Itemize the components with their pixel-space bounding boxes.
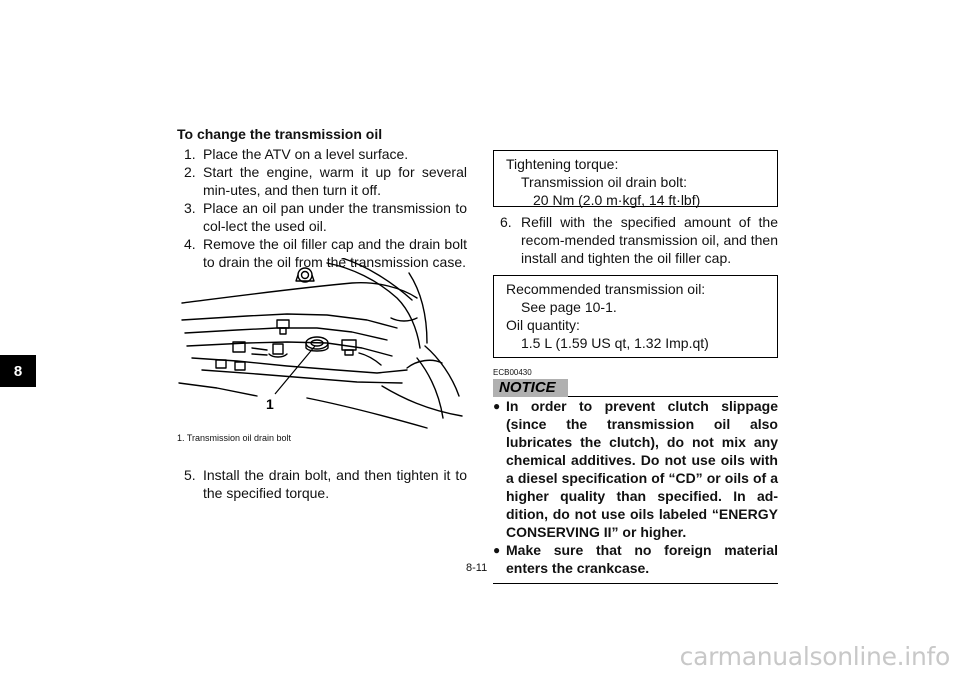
step-text: Place an oil pan under the transmission to col-lect the used oil.	[203, 200, 467, 234]
instruction-step-6	[493, 213, 778, 267]
notice-body	[493, 397, 778, 577]
spec-value: 1.5 L (1.59 US qt, 1.32 Imp.qt)	[521, 335, 709, 351]
step-text: Place the ATV on a level surface.	[203, 146, 409, 162]
step-list	[177, 145, 467, 271]
instructions-right	[493, 150, 778, 584]
list-item	[177, 145, 467, 163]
list-item	[177, 163, 467, 199]
step-number: 2.	[184, 164, 196, 180]
instructions-left	[177, 125, 467, 271]
watermark: carmanualsonline.info	[679, 642, 950, 671]
notice-text: In order to prevent clutch slippage (since the transmission oil also lubricates the clutch), do not mix any chemical additives. Do not use oils with a diesel specification of “CD” or oils of a higher quality than specified. In ad-dition, do not use oils labeled “ENERGY CONSERVING II” or higher.	[506, 398, 778, 540]
list-item	[493, 541, 778, 577]
step-text: Install the drain bolt, and then tighten it to the specified torque.	[203, 467, 467, 501]
step-text: Remove the oil filler cap and the drain bolt to drain the oil from the transmission case.	[203, 236, 467, 270]
step-number: 3.	[184, 200, 196, 216]
step-number: 5.	[184, 467, 196, 483]
step-text: Refill with the specified amount of the recom-mended transmission oil, and then install and tighten the oil filler cap.	[521, 214, 778, 266]
notice-code: ECB00430	[493, 368, 532, 377]
spec-label: Oil quantity:	[506, 317, 580, 333]
engine-underside-drawing	[177, 258, 467, 430]
step-number: 1.	[184, 146, 196, 162]
spec-label: Tightening torque:	[506, 156, 619, 172]
step-number: 4.	[184, 236, 196, 252]
spec-label: Recommended transmission oil:	[506, 281, 706, 297]
step-number: 6.	[500, 214, 512, 230]
bullet-icon: ●	[493, 399, 501, 413]
figure-callout: 1	[266, 396, 274, 412]
notice-end-rule	[493, 583, 778, 584]
spec-value: 20 Nm (2.0 m·kgf, 14 ft·lbf)	[533, 192, 701, 208]
spec-value: See page 10-1.	[521, 299, 617, 315]
list-item	[177, 466, 467, 502]
notice-text: Make sure that no foreign material enters the crankcase.	[506, 542, 778, 576]
notice-header	[493, 379, 778, 397]
spec-item: Transmission oil drain bolt:	[521, 174, 687, 190]
notice-label: NOTICE	[493, 379, 568, 397]
list-item	[493, 397, 778, 541]
drain-bolt-illustration	[177, 258, 467, 430]
section-heading: To change the transmission oil	[177, 126, 383, 142]
instruction-step-5	[177, 466, 467, 502]
figure-caption: 1. Transmission oil drain bolt	[177, 433, 292, 443]
step-list	[177, 466, 467, 502]
bullet-icon: ●	[493, 543, 501, 557]
recommended-oil-box	[493, 275, 778, 358]
step-text: Start the engine, warm it up for several min-utes, and then turn it off.	[203, 164, 467, 198]
tightening-torque-box	[493, 150, 778, 207]
list-item	[177, 199, 467, 235]
chapter-tab: 8	[0, 355, 36, 387]
page-number: 8-11	[466, 562, 488, 574]
